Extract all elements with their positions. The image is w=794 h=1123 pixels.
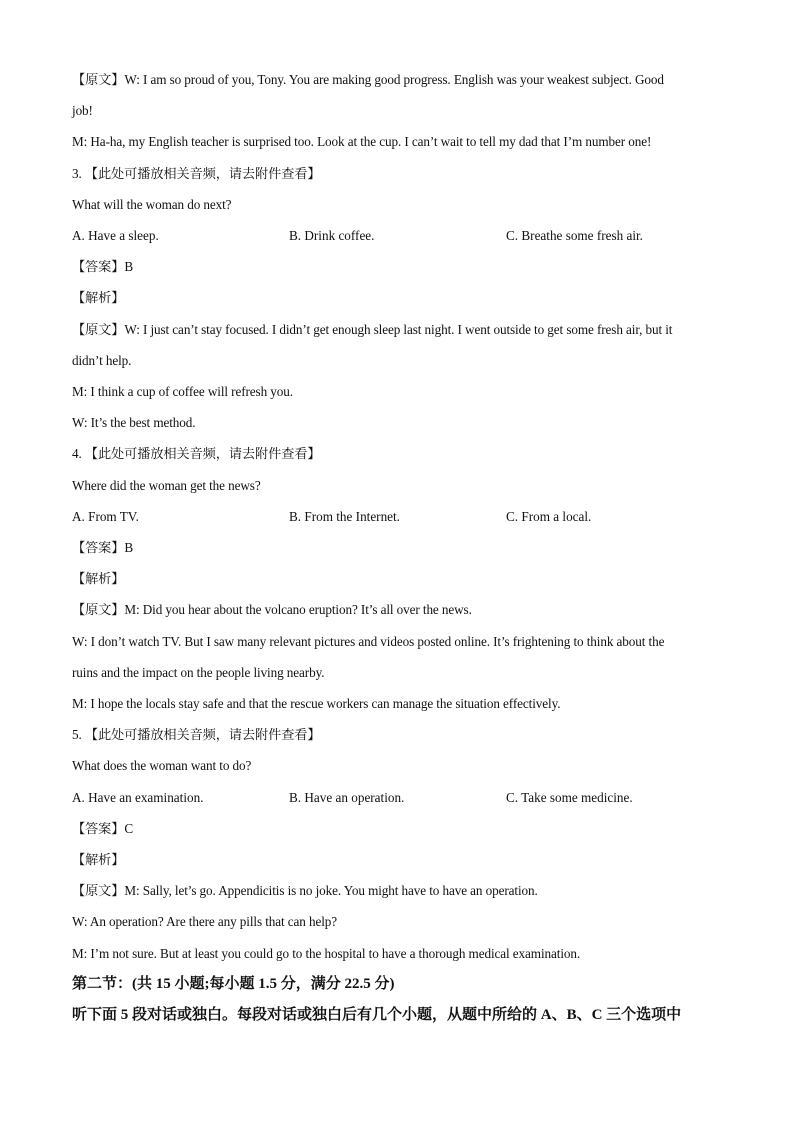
document-page [72,64,724,1031]
option-a: A. Have a sleep. [72,228,159,244]
option-a: A. From TV. [72,508,139,524]
question-text: Where did the woman get the news? [72,477,261,493]
question-text: What does the woman want to do? [72,758,252,774]
option-c: C. From a local. [506,508,592,524]
transcript-line: ruins and the impact on the people living nearby. [72,664,325,680]
transcript-line: 【原文】W: I am so proud of you, Tony. You are making good progress. English was your weakest subject. Good [72,72,664,87]
transcript-line: W: An operation? Are there any pills that can help? [72,914,338,930]
answer-line: 【答案】C [72,820,134,836]
transcript-line: M: I’m not sure. But at least you could go to the hospital to have a thorough medical examination. [72,945,581,961]
options-row [72,501,724,532]
transcript-line: job! [72,103,93,119]
transcript-line: M: I hope the locals stay safe and that the rescue workers can manage the situation effectively. [72,696,561,712]
analysis-label: 【解析】 [72,571,125,587]
question-heading: 4. 【此处可播放相关音频，请去附件查看】 [72,446,321,462]
section-title: 第二节：(共 15 小题;每小题 1.5 分，满分 22.5 分) [72,975,395,992]
analysis-label: 【解析】 [72,290,125,306]
question-heading: 5. 【此处可播放相关音频，请去附件查看】 [72,727,321,743]
analysis-label: 【解析】 [72,852,125,868]
question-heading: 3. 【此处可播放相关音频，请去附件查看】 [72,165,321,181]
answer-line: 【答案】B [72,540,134,556]
section-instruction: 听下面 5 段对话或独白。每段对话或独白后有几个小题，从题中所给的 A、B、C 三个选项中 [72,1007,682,1024]
transcript-line: 【原文】M: Did you hear about the volcano eruption? It’s all over the news. [72,602,472,618]
option-a: A. Have an examination. [72,789,204,805]
options-row [72,220,724,251]
option-b: B. From the Internet. [289,508,400,524]
option-b: B. Have an operation. [289,789,405,805]
transcript-line: M: I think a cup of coffee will refresh you. [72,384,293,400]
transcript-line: M: Ha-ha, my English teacher is surprised too. Look at the cup. I can’t wait to tell my dad that I’m number one! [72,134,652,150]
options-row [72,782,724,813]
option-b: B. Drink coffee. [289,228,375,244]
option-c: C. Breathe some fresh air. [506,228,643,244]
question-text: What will the woman do next? [72,196,232,212]
answer-line: 【答案】B [72,259,134,275]
option-c: C. Take some medicine. [506,789,633,805]
transcript-line: 【原文】M: Sally, let’s go. Appendicitis is no joke. You might have to have an operation. [72,883,538,899]
transcript-line: W: It’s the best method. [72,415,196,431]
transcript-line: didn’t help. [72,352,132,368]
transcript-line: W: I don’t watch TV. But I saw many relevant pictures and videos posted online. It’s frightening to think about the [72,633,665,649]
transcript-line: 【原文】W: I just can’t stay focused. I didn’t get enough sleep last night. I went outside to get some fresh air, but it [72,321,673,337]
